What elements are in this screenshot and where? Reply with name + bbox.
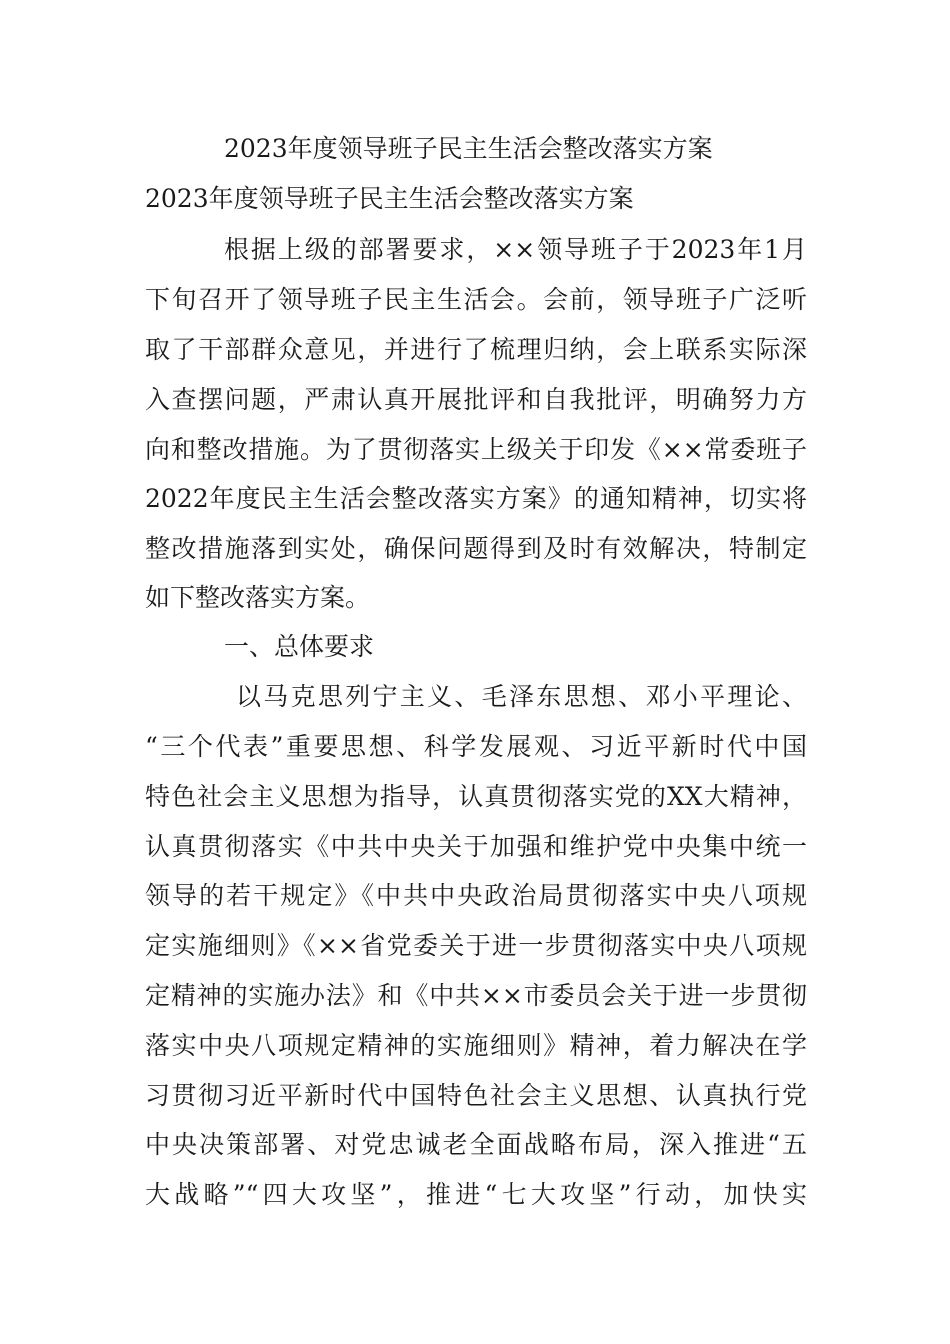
paragraph-1-line-5: 向和整改措施。为了贯彻落实上级关于印发《××常委班子 [145, 435, 807, 464]
paragraph-1-line-3: 取了干部群众意见，并进行了梳理归纳，会上联系实际深 [145, 335, 807, 364]
paragraph-2-line-6: 定实施细则》《××省党委关于进一步贯彻落实中央八项规 [145, 931, 807, 960]
paragraph-2-line-8: 落实中央八项规定精神的实施细则》精神，着力解决在学 [145, 1031, 807, 1060]
paragraph-1-line-4: 入查摆问题，严肃认真开展批评和自我批评，明确努力方 [145, 385, 807, 414]
paragraph-1-line-8: 如下整改落实方案。 [145, 583, 371, 612]
paragraph-1-line-6: 2022年度民主生活会整改落实方案》的通知精神，切实将 [145, 484, 807, 513]
paragraph-2-line-2: “三个代表”重要思想、科学发展观、习近平新时代中国 [145, 732, 807, 761]
paragraph-2-line-10: 中央决策部署、对党忠诚老全面战略布局，深入推进“五 [145, 1130, 807, 1159]
section-1-heading: 一、总体要求 [224, 632, 375, 661]
document-title: 2023年度领导班子民主生活会整改落实方案 [224, 134, 713, 163]
paragraph-1-line-1: 根据上级的部署要求，××领导班子于2023年1月 [224, 235, 807, 264]
paragraph-2-line-3: 特色社会主义思想为指导，认真贯彻落实党的XX大精神， [145, 782, 807, 811]
paragraph-2-line-4: 认真贯彻落实《中共中央关于加强和维护党中央集中统一 [145, 832, 807, 861]
paragraph-1-line-7: 整改措施落到实处，确保问题得到及时有效解决，特制定 [145, 534, 807, 563]
paragraph-2-line-9: 习贯彻习近平新时代中国特色社会主义思想、认真执行党 [145, 1081, 807, 1110]
paragraph-2-line-1: 以马克思列宁主义、毛泽东思想、邓小平理论、 [236, 682, 807, 711]
paragraph-2-line-5: 领导的若干规定》《中共中央政治局贯彻落实中央八项规 [145, 881, 807, 910]
paragraph-1-line-2: 下旬召开了领导班子民主生活会。会前，领导班子广泛听 [145, 285, 807, 314]
document-subtitle: 2023年度领导班子民主生活会整改落实方案 [145, 184, 634, 213]
paragraph-2-line-11: 大战略”“四大攻坚”，推进“七大攻坚”行动，加快实 [145, 1180, 807, 1209]
paragraph-2-line-7: 定精神的实施办法》和《中共××市委员会关于进一步贯彻 [145, 981, 807, 1010]
